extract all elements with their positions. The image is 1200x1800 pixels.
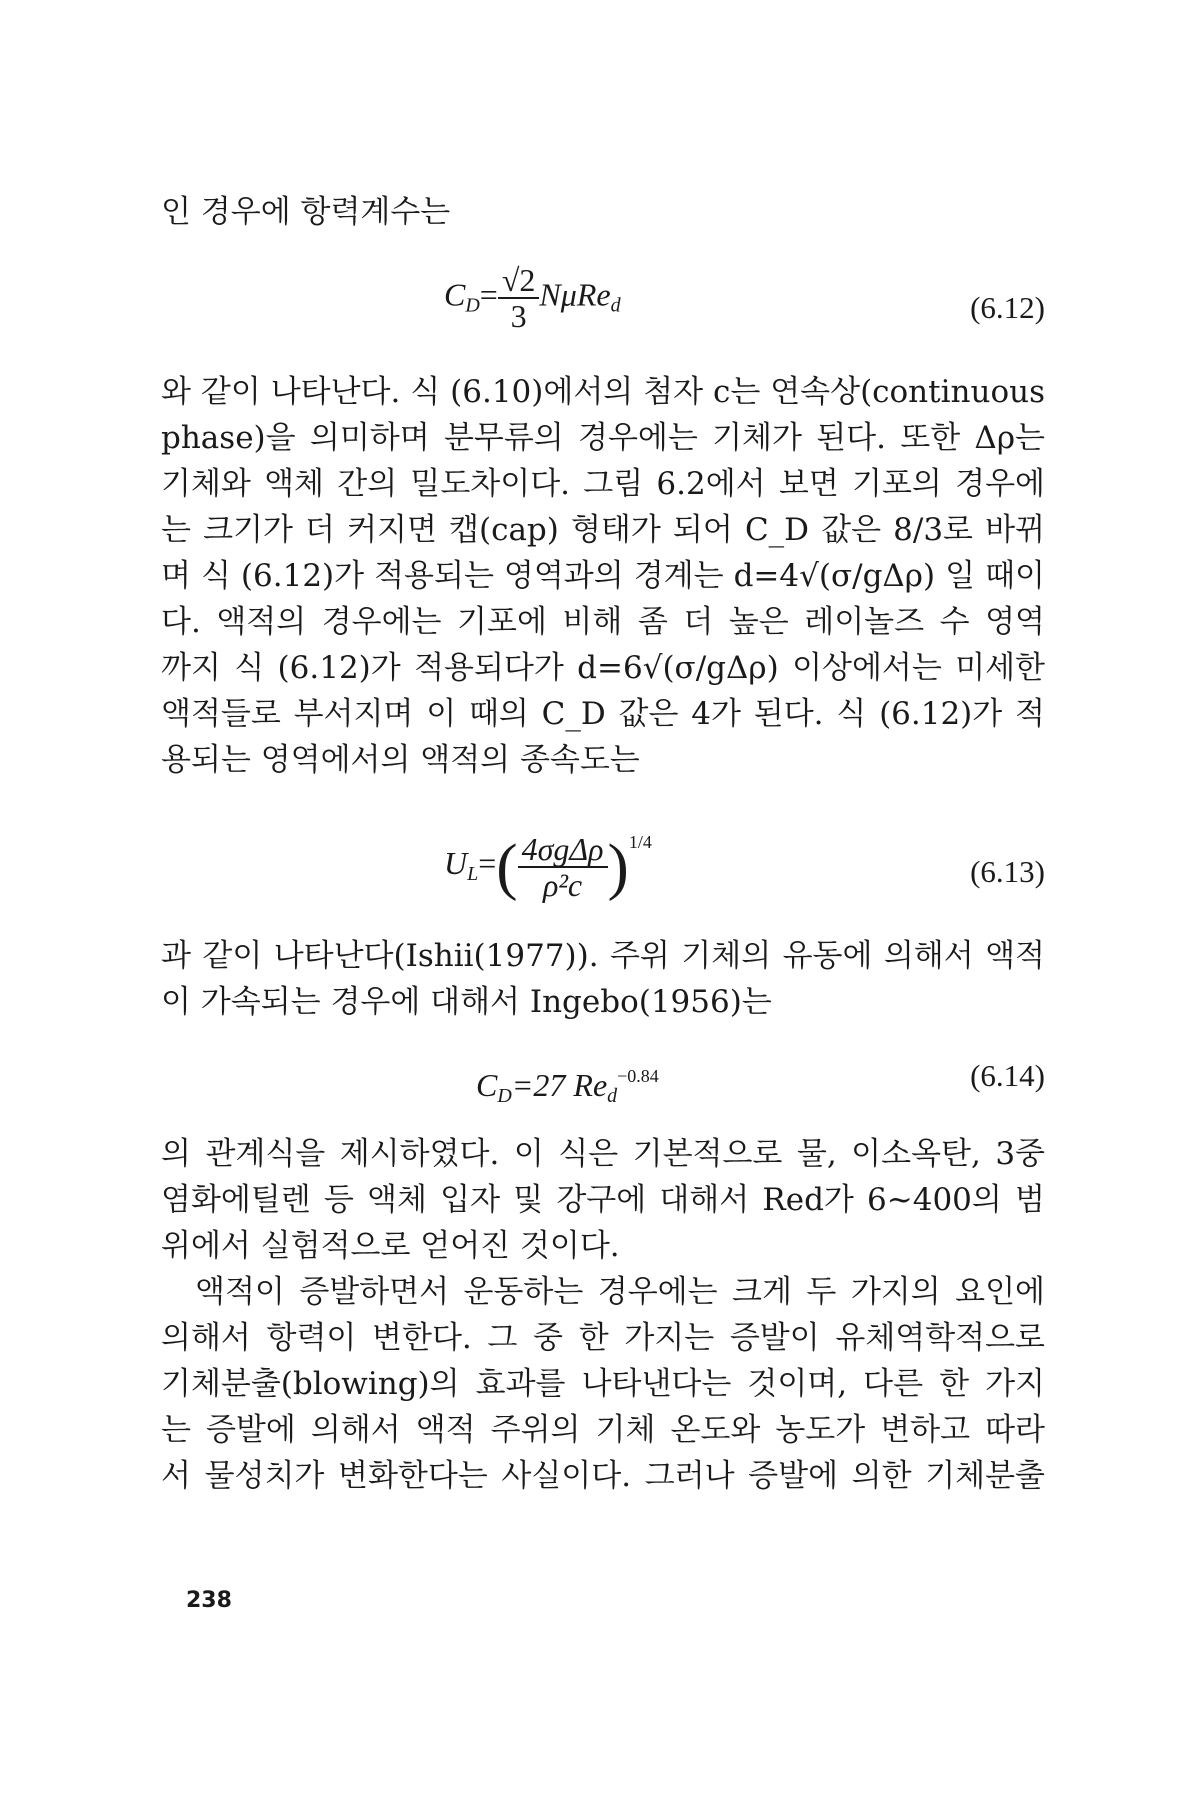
equation-6-14 bbox=[476, 1056, 659, 1116]
para1-line: 며 식 (6.12)가 적용되는 영역과의 경계는 d=4√(σ/gΔρ) 일 때이 bbox=[161, 558, 1045, 594]
eq-613-fraction bbox=[518, 832, 608, 902]
equation-6-13 bbox=[444, 822, 652, 902]
para4-line: 액적이 증발하면서 운동하는 경우에는 크게 두 가지의 요인에 bbox=[195, 1274, 1045, 1310]
para1-line: 액적들로 부서지며 이 때의 C_D 값은 4가 된다. 식 (6.12)가 적 bbox=[161, 696, 1045, 732]
para3-line: 염화에틸렌 등 액체 입자 및 강구에 대해서 Red가 6~400의 범 bbox=[161, 1182, 1045, 1218]
eq-612-rhs-sub: d bbox=[610, 294, 621, 317]
intro-line: 인 경우에 항력계수는 bbox=[161, 194, 451, 230]
para1-line: 까지 식 (6.12)가 적용되다가 d=6√(σ/gΔρ) 이상에서는 미세한 bbox=[161, 650, 1045, 686]
eq-613-lhs-sub: L bbox=[467, 863, 479, 885]
para3-line: 의 관계식을 제시하였다. 이 식은 기본적으로 물, 이소옥탄, 3중 bbox=[161, 1136, 1045, 1172]
eq-613-frac-num: 4σgΔρ bbox=[518, 832, 608, 868]
para4-line: 기체분출(blowing)의 효과를 나타낸다는 것이며, 다른 한 가지 bbox=[161, 1366, 1045, 1402]
eq-612-rhs: NμRe bbox=[539, 276, 611, 313]
para4-line: 서 물성치가 변화한다는 사실이다. 그러나 증발에 의한 기체분출 bbox=[161, 1458, 1045, 1494]
equation-6-12 bbox=[444, 263, 621, 333]
eq-613-left-paren: ( bbox=[496, 830, 518, 902]
para2-line: 이 가속되는 경우에 대해서 Ingebo(1956)는 bbox=[161, 984, 772, 1020]
eq-614-rhs: =27 Re bbox=[511, 1067, 608, 1103]
para4-line: 는 증발에 의해서 액적 주위의 기체 온도와 농도가 변하고 따라 bbox=[161, 1412, 1045, 1448]
eq-613-lhs: U bbox=[444, 845, 468, 881]
eq-613-equals: = bbox=[478, 845, 497, 881]
eq-613-frac-den: ρ²c bbox=[542, 866, 583, 903]
eq-614-lhs: C bbox=[476, 1067, 498, 1103]
para3-line: 위에서 실험적으로 얻어진 것이다. bbox=[161, 1228, 620, 1264]
para1-line: 다. 액적의 경우에는 기포에 비해 좀 더 높은 레이놀즈 수 영역 bbox=[161, 604, 1045, 640]
para1-line: phase)을 의미하며 분무류의 경우에는 기체가 된다. 또한 Δρ는 bbox=[161, 420, 1045, 456]
para4-line: 의해서 항력이 변한다. 그 중 한 가지는 증발이 유체역학적으로 bbox=[161, 1320, 1045, 1356]
eq-612-equals: = bbox=[479, 276, 498, 313]
para1-line: 는 크기가 더 커지면 캡(cap) 형태가 되어 C_D 값은 8/3로 바뀌 bbox=[161, 512, 1045, 548]
eq-612-lhs-sub: D bbox=[465, 294, 480, 317]
para1-line: 용되는 영역에서의 액적의 종속도는 bbox=[161, 742, 640, 778]
eq-613-exponent: 1/4 bbox=[628, 832, 652, 852]
para1-line: 와 같이 나타난다. 식 (6.10)에서의 첨자 c는 연속상(continuous bbox=[161, 374, 1045, 410]
para2-line: 과 같이 나타난다(Ishii(1977)). 주위 기체의 유동에 의해서 액적 bbox=[161, 938, 1045, 974]
page-number: 238 bbox=[186, 1588, 232, 1613]
eq-612-frac-den: 3 bbox=[510, 298, 527, 334]
equation-number-6-14: (6.14) bbox=[970, 1058, 1045, 1093]
eq-612-frac-num: √2 bbox=[498, 263, 540, 299]
eq-613-right-paren: ) bbox=[607, 830, 629, 902]
eq-614-lhs-sub: D bbox=[497, 1085, 512, 1107]
eq-612-fraction bbox=[498, 263, 540, 333]
eq-614-exponent: −0.84 bbox=[617, 1066, 659, 1086]
para1-line: 기체와 액체 간의 밀도차이다. 그림 6.2에서 보면 기포의 경우에 bbox=[161, 466, 1045, 502]
equation-number-6-13: (6.13) bbox=[970, 854, 1045, 889]
eq-614-rhs-sub: d bbox=[607, 1085, 618, 1107]
equation-number-6-12: (6.12) bbox=[970, 290, 1045, 325]
eq-612-lhs: C bbox=[444, 276, 466, 313]
